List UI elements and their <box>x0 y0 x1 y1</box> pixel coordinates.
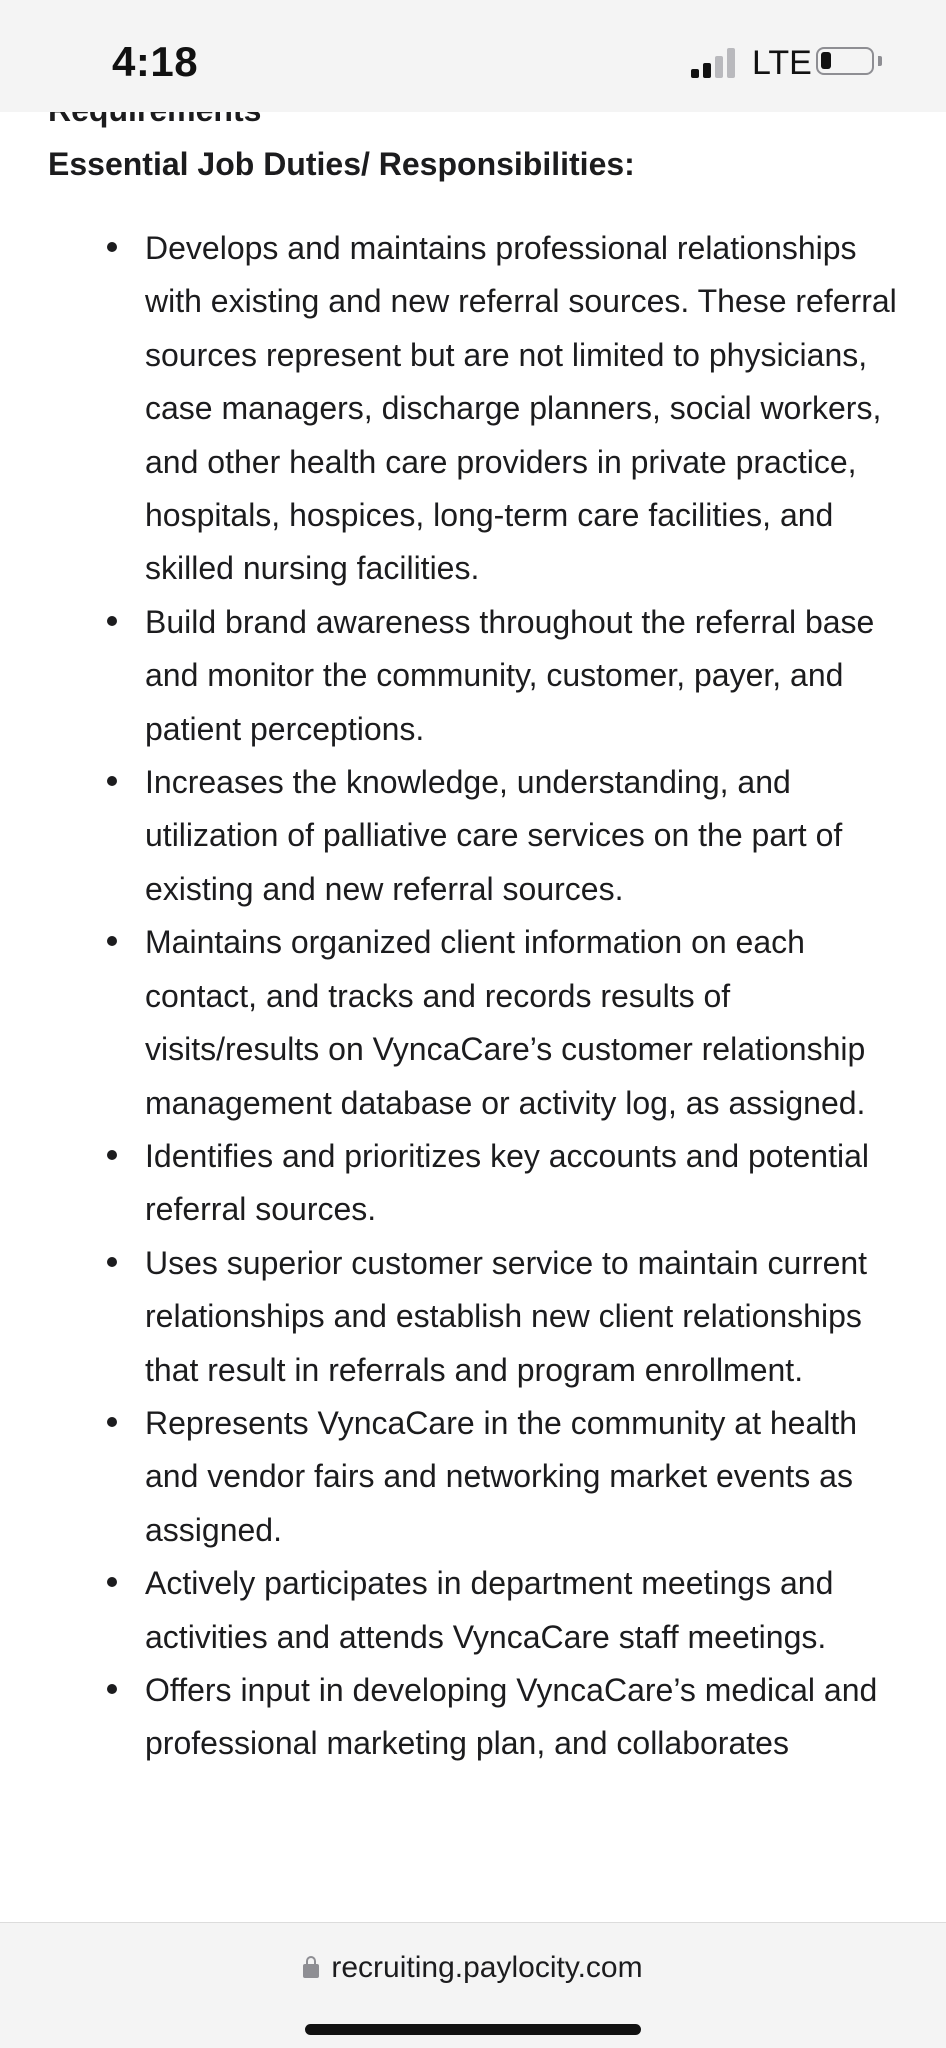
battery-cap <box>878 56 882 66</box>
battery-icon <box>816 47 874 75</box>
bullet-icon <box>107 1150 117 1160</box>
status-time: 4:18 <box>112 38 199 85</box>
duty-item <box>0 1397 946 1557</box>
network-type: LTE <box>752 44 812 82</box>
bullet-icon <box>107 1417 117 1427</box>
duty-text: Increases the knowledge, understanding, and utilization of palliative care services on the part of existing and new referral sources. <box>145 764 843 907</box>
cellular-signal-icon <box>691 48 739 78</box>
bullet-icon <box>107 242 117 252</box>
duty-item <box>0 1664 946 1771</box>
duty-text: Build brand awareness throughout the referral base and monitor the community, customer, payer, and patient perceptions. <box>145 603 875 747</box>
bullet-icon <box>107 1684 117 1694</box>
bullet-icon <box>107 1577 117 1587</box>
status-bar <box>0 0 946 112</box>
duty-text: Maintains organized client information on each contact, and tracks and records results of visits/results on VyncaCare’s customer relationship management database or activity log, as assigned. <box>145 924 866 1121</box>
duty-text: Uses superior customer service to maintain current relationships and establish new client relationships that result in referrals and program enrollment. <box>145 1244 868 1388</box>
bullet-icon <box>107 616 117 626</box>
duty-text: Develops and maintains professional relationships with existing and new referral sources. These referral sources represent but are not limited to physicians, case managers, discharge planners, social workers, and other health care providers in private practice, hospitals, hospices, long-term care facilities, and skilled nursing facilities. <box>145 230 897 587</box>
duty-text: Actively participates in department meetings and activities and attends VyncaCare staff meetings. <box>145 1565 834 1655</box>
bullet-icon <box>107 1257 117 1267</box>
url-text: recruiting.paylocity.com <box>331 1951 643 1984</box>
browser-address-bar[interactable] <box>0 1922 946 2048</box>
bullet-icon <box>107 776 117 786</box>
duty-item <box>0 1237 946 1397</box>
duty-item <box>0 596 946 756</box>
duty-item <box>0 1130 946 1237</box>
duties-list <box>0 222 946 1771</box>
duty-text: Identifies and prioritizes key accounts and potential referral sources. <box>145 1137 869 1228</box>
home-indicator[interactable] <box>305 2024 641 2035</box>
lock-icon <box>303 1964 319 1978</box>
duties-heading: Essential Job Duties/ Responsibilities: <box>48 146 635 182</box>
duty-item <box>0 222 946 596</box>
bullet-icon <box>107 936 117 946</box>
duty-item <box>0 916 946 1130</box>
duty-item <box>0 1557 946 1664</box>
duty-text: Represents VyncaCare in the community at health and vendor fairs and networking market events as assigned. <box>145 1404 858 1548</box>
duty-item <box>0 756 946 916</box>
url-display[interactable] <box>0 1951 946 1985</box>
duty-text: Offers input in developing VyncaCare’s medical and professional marketing plan, and collaborates <box>145 1671 878 1762</box>
